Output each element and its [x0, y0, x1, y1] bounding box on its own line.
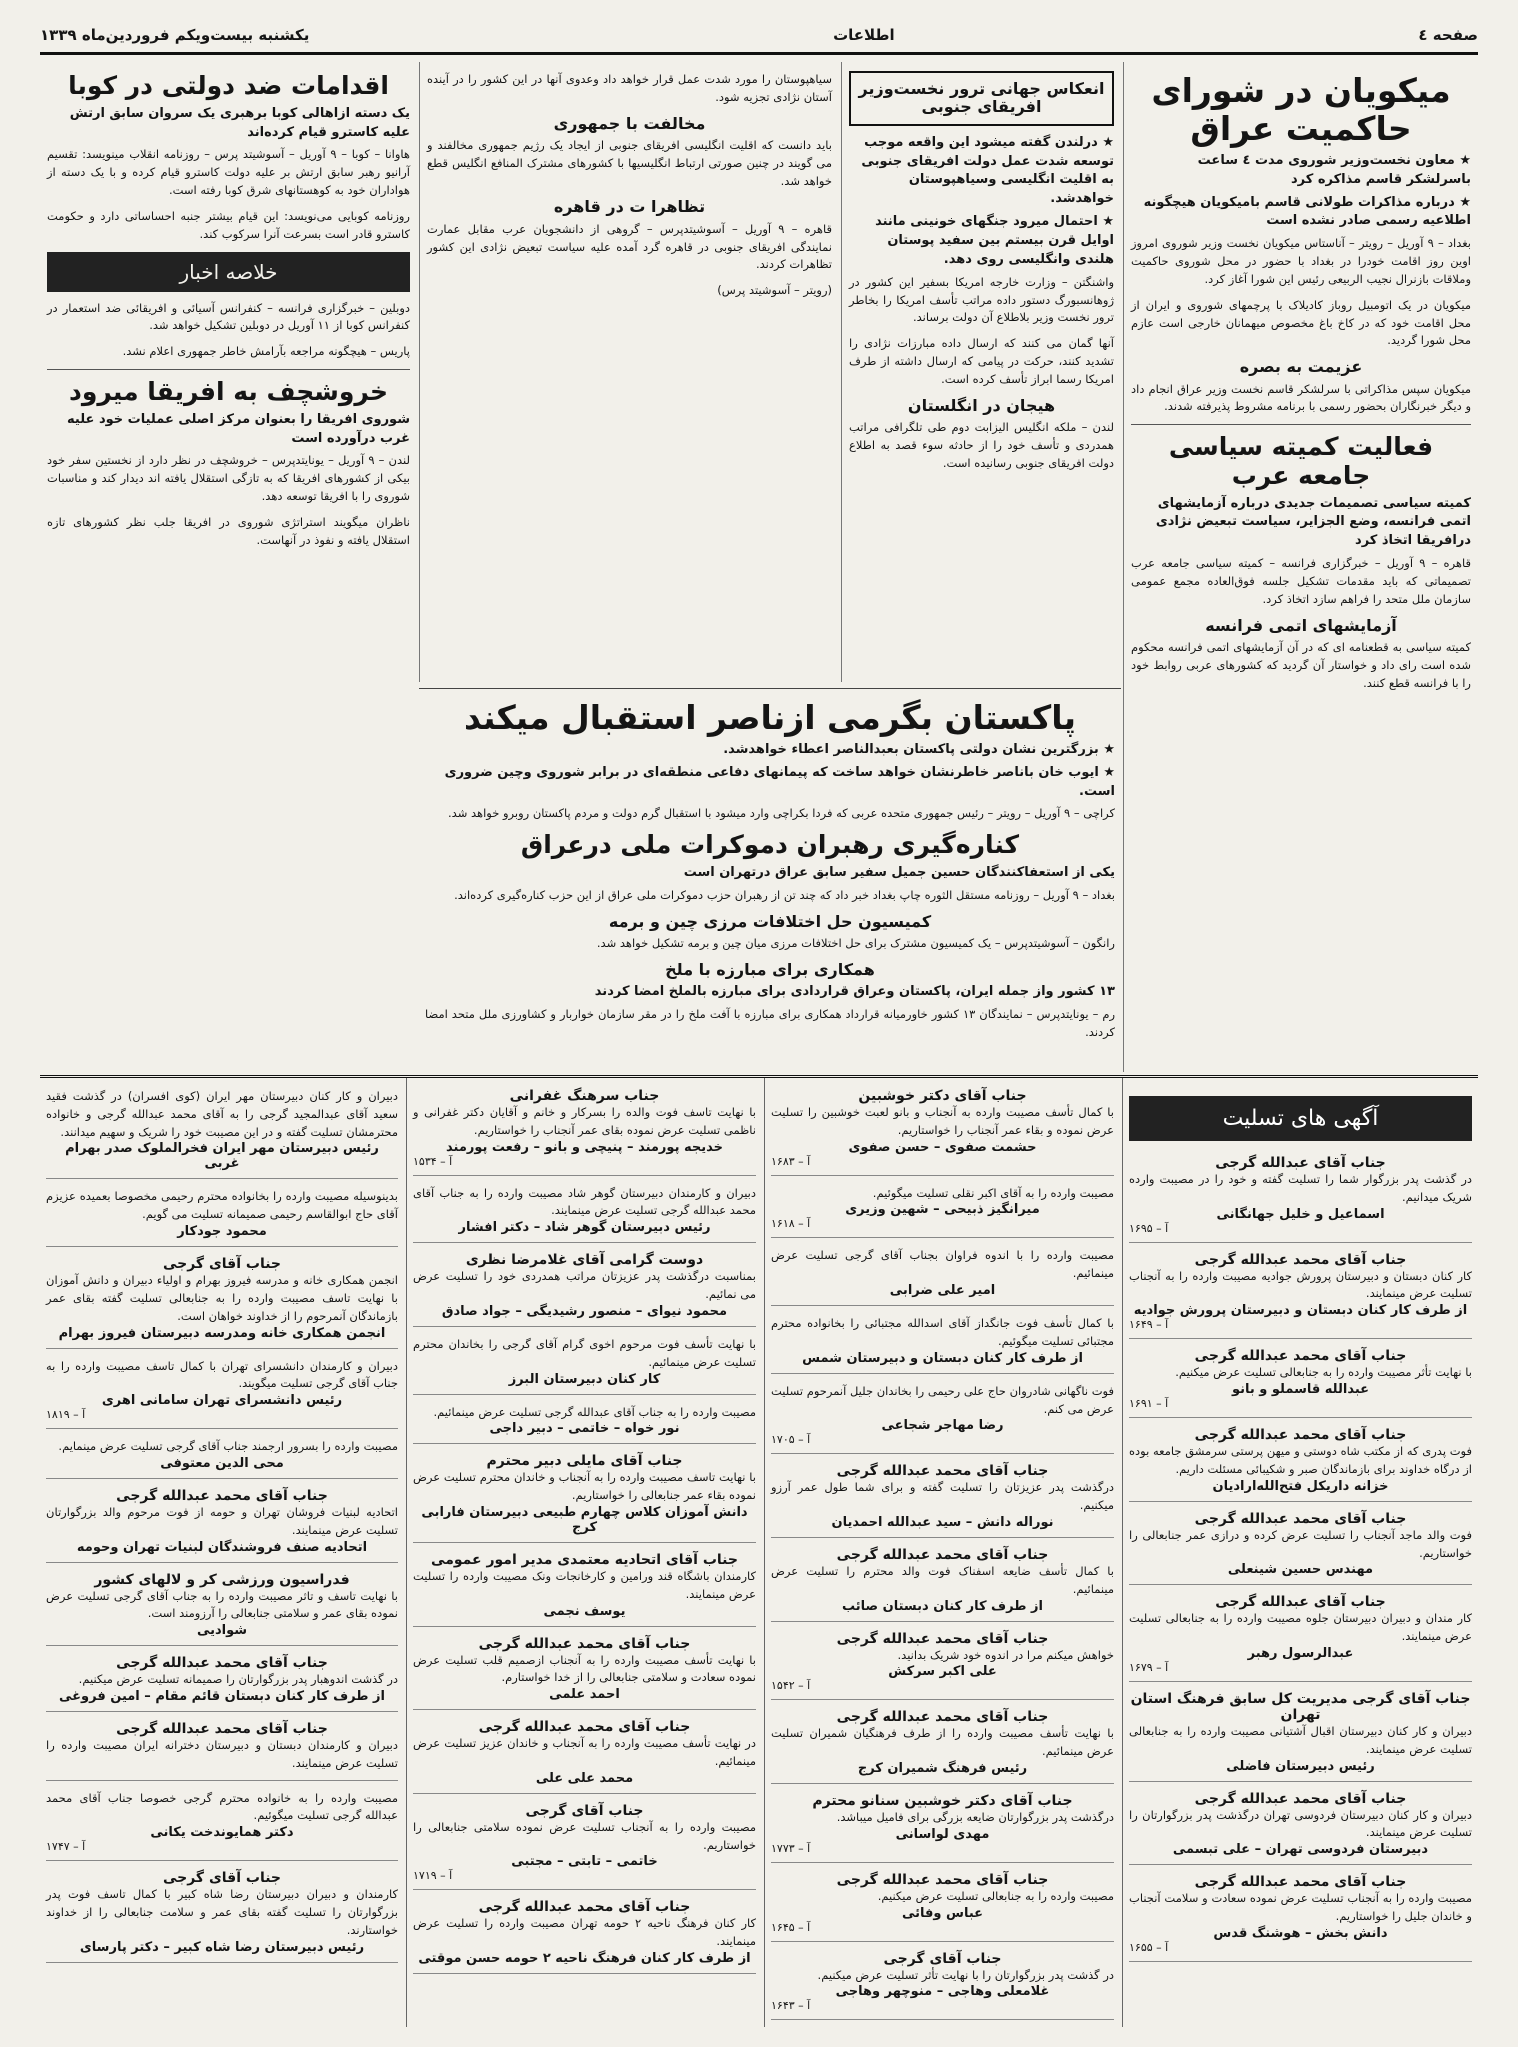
news-summary-banner: خلاصه اخبار	[47, 252, 410, 292]
notice-signature: دبیرستان فردوسی تهران – علی تبسمی	[1172, 1842, 1429, 1858]
boxed-headline	[849, 71, 1114, 126]
notice-signature: رئیس فرهنگ شمیران کرج	[857, 1761, 1028, 1776]
notice-body: با کمال تأسف فوت جانگداز آقای اسدالله مجتبائی را بخانواده محترم مجتبائی تسلیت میگوئیم.	[771, 1316, 1114, 1348]
notice-title: جناب آقای دکتر خوشبین	[858, 1088, 1027, 1104]
middle-news-block	[419, 688, 1121, 1072]
column-south-africa	[841, 62, 1121, 682]
notice-signature: محی الدین معتوفی	[160, 1455, 284, 1471]
notice-body: در گذشت اندوهبار پدر بزرگوارتان را صمیمانه تسلیت عرض میکنیم.	[78, 1672, 398, 1687]
notice-code: آ – ۱۶۹۱	[1129, 1397, 1169, 1411]
notice-code: آ – ۱۶۴۵	[771, 1920, 811, 1934]
condolence-notice	[46, 1252, 398, 1348]
notice-body: فوت والد ماجد آنجناب را تسلیت عرض کرده و درازی عمر جنابعالی را خواستاریم.	[1129, 1527, 1472, 1560]
notice-signature: عبدالله قاسملو و بانو	[1231, 1382, 1370, 1398]
notice-body: مصیبت وارده را به آنجناب تسلیت عرض نموده سعادت و سلامت آنجناب و خاندان جلیل را خواستاریم.	[1129, 1891, 1472, 1923]
notice-body: اتحادیه لبنیات فروشان تهران و حومه از فوت مرحوم والد بزرگوارتان تسلیت عرض مینمایند.	[46, 1504, 398, 1537]
notice-signature: محمود جودکار	[177, 1224, 267, 1240]
headline-pakistan: پاکستان بگرمی ازناصر استقبال میکند	[463, 698, 1077, 737]
issue-date: یکشنبه بیست‌ویکم فروردین‌ماه ۱۳۳۹	[40, 26, 310, 44]
condolence-notice	[771, 1705, 1114, 1784]
notice-title: جناب آقای مایلی دبیر محترم	[486, 1453, 683, 1470]
section-heading: عزیمت به بصره	[1239, 357, 1363, 377]
condolence-notice	[413, 1084, 756, 1176]
condolence-notice	[1129, 1423, 1472, 1502]
newspaper-name: اطلاعات	[833, 26, 895, 44]
condolence-notice	[46, 1717, 398, 1781]
notice-body: با نهایت تاسف فوت والده را بسرکار و خانم و آقایان دکتر غفرانی و ناظمی تسلیت عرض نموده بقای عمر آنجناب را خواستاریم.	[413, 1105, 756, 1137]
notice-title: جناب آقای محمد عبدالله گرجی	[1194, 1427, 1407, 1444]
notice-body: کار کنان فرهنگ ناحیه ۲ حومه تهران مصیبت وارده را تسلیت عرض مینمایند.	[413, 1916, 757, 1949]
notice-signature: رئیس دبیرستان فاضلی	[1226, 1758, 1375, 1774]
article-text: واشنگتن – وزارت خارجه امریکا بسفیر این کشور در ژوهانسبورگ دستور داده مراتب تأسف امریکا را بخاطر ترور نخست وزیر بلاطلاع آن دولت برساند.	[849, 274, 1114, 325]
notice-signature: از طرف کار کنان دبستان و دبیرستان شمس	[802, 1350, 1083, 1366]
notice-title: جناب آقای گرجی	[525, 1802, 644, 1819]
subhead: ★ بزرگترین نشان دولتی پاکستان بعبدالناصر اعطاء خواهدشد.	[723, 741, 1115, 757]
headline-iraq-democrats: کناره‌گیری رهبران دموکرات ملی درعراق	[520, 830, 1020, 860]
notice-code: آ – ۱۶۴۳	[771, 1999, 811, 2013]
notice-title: جناب سرهنگ غفرانی	[509, 1088, 660, 1104]
notice-code: آ – ۱۵۳۴	[413, 1154, 453, 1168]
condolence-notice	[771, 1311, 1114, 1374]
notice-title: جناب آقای محمد عبدالله گرجی	[1194, 1790, 1407, 1807]
notice-title: جناب آقای عبدالله گرجی	[1215, 1594, 1386, 1611]
condolence-notice	[46, 1866, 398, 1962]
notice-title: جناب آقای محمد عبدالله گرجی	[478, 1719, 691, 1736]
notice-body: مصیبت وارده را بسرور ارجمند جناب آقای گرجی تسلیت عرض مینمایم.	[58, 1439, 398, 1454]
condolence-notice	[46, 1354, 398, 1430]
article-text: سیاهپوستان را مورد شدت عمل قرار خواهد داد وعدوی آنها در این کشور را در آینده آستان نژادی تجزیه شود.	[427, 72, 832, 104]
notice-signature: امیر علی ضرابی	[889, 1283, 996, 1299]
notice-code: آ – ۱۸۱۹	[46, 1408, 86, 1422]
notice-body: کار مندان و دبیران دبیرستان جلوه مصیبت وارده را به جنابعالی تسلیت عرض مینمایند.	[1129, 1611, 1472, 1644]
subhead: کمیته سیاسی تصمیمات جدیدی درباره آزمایشهای اتمی فرانسه، وضع الجزایر، سیاست تبعیض نژادی درافریقا اتخاذ کرد	[1155, 495, 1471, 549]
notice-signature: حشمت صفوی – حسن صفوی	[848, 1139, 1037, 1155]
notice-code: آ – ۱۷۴۷	[46, 1840, 86, 1854]
subhead: ★ درباره مذاکرات طولانی قاسم بامیکویان هیچگونه اطلاعیه رسمی صادر نشده است	[1143, 194, 1471, 229]
condolence-notice	[413, 1632, 756, 1711]
notice-signature: خزانه داریکل فتح‌الله‌ارادیان	[1212, 1478, 1389, 1494]
subhead: ★ معاون نخست‌وزیر شوروی مدت ٤ ساعت باسرلشکر قاسم مذاکره کرد	[1197, 152, 1471, 187]
notice-signature: علی اکبر سرکش	[888, 1664, 997, 1680]
notice-title: جناب آقای گرجی	[162, 1870, 282, 1887]
notice-signature: شوادیی	[196, 1623, 248, 1639]
notice-signature: از طرف کار کنان دبستان قائم مقام – امین فروغی	[59, 1689, 385, 1704]
notice-signature: رئیس دبیرستان رضا شاه کبیر – دکتر پارسای	[79, 1939, 365, 1955]
headline-mikoyan: میکویان در شورای حاکمیت عراق	[1151, 71, 1451, 148]
notice-signature: اتحادیه صنف فروشندگان لبنیات تهران وحومه	[76, 1539, 368, 1555]
subhead: شوروی افریقا را بعنوان مرکز اصلی عملیات خود علیه غرب درآورده است	[67, 411, 410, 446]
page-number: صفحه ٤	[1418, 26, 1478, 44]
column-mikoyan-iraq	[1123, 62, 1478, 1072]
condolence-notice	[413, 1715, 756, 1794]
condolence-notice	[1129, 1787, 1472, 1866]
condolence-notice	[46, 1434, 398, 1479]
subhead: ★ احتمال میرود جنگهای خونینی مانند اوایل قرن بیستم بین سفید پوستان هلندی وانگلیسی روی دهد.	[875, 214, 1114, 267]
notice-code: آ – ۱۶۵۵	[1129, 1940, 1169, 1954]
subhead: یک دسته ازاهالی کوبا برهبری یک سروان سابق ارتش علیه کاسترو قیام کرده‌اند	[69, 105, 410, 140]
notice-body: دبیران و کار کنان دبیرستان مهر ایران (کوی افسران) در گذشت فقید سعید آقای عبدالمجید گرجی را به آقای محمد عبدالله گرجی و خانواده محترمشان تسلیت گفته و در این مصیبت خود را شریک و سهیم میدانند.	[46, 1089, 398, 1139]
notice-body: دبیران و کارمندان دبیرستان گوهر شاد مصیبت وارده را به جناب آقای محمد عبدالله گرجی تسلیت عرض مینمایند.	[413, 1185, 756, 1218]
notice-signature: از طرف کار کنان دبستان و دبیرستان پرورش جوادیه	[1133, 1303, 1468, 1319]
notice-title: جناب آقای گرجی	[883, 1950, 1002, 1967]
column-cuba-khrushchev	[40, 62, 417, 1072]
condolence-column	[764, 1078, 1120, 2027]
article-text: میکویان سپس مذاکراتی با سرلشکر قاسم نخست وزیر عراق انجام داد و دیگر خبرنگاران بحضور رسمی با برنامه مشروط پذیرفته شدند.	[1131, 381, 1471, 414]
article-text: رم – یونایتدپرس – نمایندگان ۱۳ کشور خاورمیانه قرارداد همکاری برای مبارزه با آفت ملخ را در مقر سازمان خواربار و کشاورزی ملل متحد امضا کردند.	[425, 1007, 1116, 1039]
condolence-notice	[771, 1947, 1114, 2021]
condolence-notice	[771, 1459, 1114, 1538]
condolence-notice	[46, 1484, 398, 1563]
condolence-notice	[413, 1181, 756, 1244]
condolence-notice	[1129, 1687, 1472, 1782]
notice-body: با نهایت تأسف مصیبت وارده را از طرف فرهنگیان شمیران تسلیت عرض مینمائیم.	[771, 1726, 1114, 1759]
headline-arab-league: فعالیت کمیته سیاسی جامعه عرب	[1168, 432, 1434, 490]
notice-signature: نوراله دانش – سید عبدالله احمدیان	[831, 1514, 1054, 1530]
notice-code: آ – ۱۶۱۸	[771, 1217, 811, 1231]
article-text: کراچی – ۹ آوریل – رویتر – رئیس جمهوری متحده عربی که فردا بکراچی وارد میشود با استقبال گرم دولت و مردم پاکستان روبرو خواهد شد.	[448, 806, 1115, 821]
condolence-notice	[1129, 1344, 1472, 1418]
notice-signature: محمود نیوای – منصور رشیدیگی – جواد صادق	[441, 1303, 728, 1319]
notice-title: جناب آقای عبدالله گرجی	[1215, 1155, 1386, 1171]
notice-body: درگذشت پدر عزیزتان را تسلیت گفته و برای شما طول عمر آرزو میکنیم.	[771, 1480, 1114, 1513]
condolence-notice	[771, 1789, 1114, 1863]
headline-khrushchev: خروشچف به افریقا میرود	[68, 376, 388, 406]
condolence-notice	[46, 1084, 398, 1179]
notice-body: مصیبت وارده را به جنابعالی تسلیت عرض میکنیم.	[877, 1888, 1114, 1903]
notice-title: جناب آقای محمد عبدالله گرجی	[478, 1899, 691, 1916]
notice-body: انجمن همکاری خانه و مدرسه فیروز بهرام و اولیاء دبیران و دانش آموزان با نهایت تاسف مصیبت وارده را به جنابعالی تسلیت گفته بقای عمر بازماندگان آنمرحوم را از خداوند خواهان است.	[46, 1273, 398, 1323]
notice-signature: اسماعیل و خلیل جهانگانی	[1216, 1206, 1385, 1222]
notice-body: مصیبت وارده را با اندوه فراوان بجناب آقای گرجی تسلیت عرض مینمائیم.	[771, 1248, 1114, 1281]
notice-code: آ – ۱۷۰۵	[771, 1433, 811, 1447]
notice-signature: عباس وفائی	[901, 1905, 984, 1921]
notice-body: با نهایت تأثر مصیبت وارده را به جنابعالی تسلیت عرض میکنیم.	[1175, 1365, 1472, 1380]
condolence-notice	[46, 1786, 398, 1862]
notice-body: با نهایت تاسف و تاثر مصیبت وارده را به جناب آقای گرجی تسلیت عرض نموده بقای عمر و سلامتی جنابعالی را آرزومند است.	[46, 1588, 398, 1621]
condolence-ads-section	[40, 1075, 1478, 2027]
notice-body: مصیبت وارده را به آقای اکبر نقلی تسلیت میگوئیم.	[872, 1185, 1114, 1200]
notice-body: در گذشت پدر بزرگوارتان را با نهایت تأثر تسلیت عرض میکنیم.	[817, 1967, 1114, 1982]
notice-title: جناب آقای محمد عبدالله گرجی	[836, 1546, 1049, 1563]
condolence-notice	[1129, 1248, 1472, 1340]
condolence-notice	[771, 1627, 1114, 1701]
section-heading: هیجان در انگلستان	[907, 395, 1056, 415]
notice-body: فوت پدری که از مکتب شاه دوستی و میهن پرستی سرمشق جامعه بوده از درگاه خداوند برای بازماندگان صبر و شکیبائی مسئلت داریم.	[1129, 1444, 1472, 1476]
notice-signature: احمد علمی	[549, 1687, 620, 1703]
notice-title: جناب آقای محمد عبدالله گرجی	[836, 1709, 1049, 1726]
notice-signature: کار کنان دبیرستان البرز	[508, 1371, 661, 1387]
notice-code: آ – ۱۶۴۹	[1129, 1318, 1169, 1332]
news-agency-credit: (رویتر – آسوشیتد پرس)	[717, 283, 832, 298]
divider	[1131, 424, 1471, 425]
notice-body: با کمال تأسف مصیبت وارده به آنجناب و بانو لعبت خوشبین را تسلیت عرض نموده و بقاء عمر آنجناب را خواستاریم.	[771, 1105, 1114, 1137]
condolence-column	[40, 1078, 404, 2027]
condolence-notice	[1129, 1507, 1472, 1586]
notice-body: بدینوسیله مصیبت وارده را بخانواده محترم رحیمی مخصوصا بعمیده عزیزم آقای حاج ابوالقاسم رحیمی صمیمانه تسلیت می گویم.	[46, 1189, 398, 1222]
article-text: قاهره – ۹ آوریل – آسوشیتدپرس – گروهی از دانشجویان عرب مقابل عمارت نمایندگی افریقای جنوبی در قاهره گرد آمده علیه سیاست تبعیض نژادی این کشور تظاهرات کردند.	[427, 221, 832, 272]
condolence-notice	[413, 1449, 756, 1543]
notice-code: آ – ۱۷۱۹	[413, 1869, 453, 1883]
notice-body: در نهایت تأسف مصیبت وارده را به آنجناب و خاندان عزیز تسلیت عرض مینمائیم.	[413, 1736, 756, 1768]
condolence-notice	[771, 1868, 1114, 1942]
condolence-notice	[771, 1181, 1114, 1239]
article-text: دوبلین – خبرگزاری فرانسه – کنفرانس آسیائی و افریقائی ضد استعمار در کنفرانس کوبا از ۱۱ آوریل در دوبلین تشکیل خواهد شد.	[47, 300, 410, 333]
divider	[47, 369, 410, 370]
notice-signature: انجمن همکاری خانه ومدرسه دبیرستان فیروز بهرام	[58, 1325, 386, 1341]
notice-signature: عبدالرسول رهبر	[1247, 1645, 1354, 1661]
condolence-notice	[771, 1543, 1114, 1622]
article-text: کمیته سیاسی به قطعنامه ای که در آن آزمایشهای اتمی فرانسه محکوم شده است رای داد و خواستار آن گردید که کشورهای عربی روابط خود را با فرانسه قطع کنند.	[1131, 640, 1471, 690]
notice-title: جناب آقای محمد عبدالله گرجی	[836, 1871, 1049, 1888]
notice-body: کارمندان باشگاه قند ورامین و کارخانجات ونک مصیبت وارده را تسلیت عرض مینمایند.	[413, 1568, 756, 1601]
article-text: ناظران میگویند استراتژی شوروی در افریقا جلب نظر کشورهای تازه استقلال یافته و نفوذ در آنهاست.	[47, 514, 410, 547]
condolence-notice	[771, 1243, 1114, 1306]
article-text: بغداد – ۹ آوریل – روزنامه مستقل الثوره چاپ بغداد خبر داد که چند تن از رهبران حزب دموکرات ملی عراق از این حزب کناره‌گیری کرده‌اند.	[454, 887, 1115, 902]
condolence-notice	[1129, 1870, 1472, 1962]
section-heading: مخالفت با جمهوری	[553, 113, 706, 133]
notice-title: جناب آقای گرجی	[162, 1256, 282, 1273]
notice-signature: نور خواه – خاتمی – دبیر داجی	[489, 1421, 680, 1437]
subhead: یکی از استعفاکنندگان حسین جمیل سفیر سابق عراق درتهران است	[683, 865, 1115, 881]
notice-signature: غلامعلی وهاجی – منوچهر وهاجی	[835, 1984, 1050, 2000]
article-text: هاوانا – کوبا – ۹ آوریل – آسوشیتد پرس – روزنامه انقلاب مینویسد: تقسیم آرانیو رهبر سابق ارتش بر علیه دولت کاسترو قیام کرده و با یک دسته از هواداران خود به کوهستانهای شرق کوبا رفته است.	[47, 147, 410, 198]
notice-title: جناب آقای محمد عبدالله گرجی	[1194, 1348, 1407, 1365]
notice-signature: میرانگیز ذبیحی – شهین وزیری	[845, 1202, 1040, 1218]
notice-body: با نهایت تأسف مصیبت وارده را به آنجناب ازصمیم قلب تسلیت عرض نموده سعادت و سلامتی جنابعالی را از خدا خواستارم.	[413, 1652, 756, 1685]
notice-title: جناب آقای دکتر خوشبین سنانو محترم	[812, 1793, 1073, 1809]
article-text: میکویان در یک اتومبیل روباز کادیلاک با پرچمهای شوروی و ایران از محل اقامت خود که در کاخ باغ مخصوص میهمانان خارجی است عازم محل شورا گردید.	[1131, 297, 1471, 348]
subhead: ★ درلندن گفته میشود این واقعه موجب توسعه شدت عمل دولت افریقای جنوبی به اقلیت انگلیسی وسیاهپوستان خواهدشد.	[861, 134, 1114, 207]
condolence-notice	[46, 1568, 398, 1647]
condolence-notice	[413, 1799, 756, 1891]
notice-title: جناب آقای محمد عبدالله گرجی	[836, 1630, 1049, 1647]
subhead: ★ ایوب خان باناصر خاطرنشان خواهد ساخت که پیمانهای دفاعی منطقه‌ای در برابر شوروی وچین ضروری است.	[444, 764, 1115, 799]
condolence-notice	[413, 1332, 756, 1395]
notice-signature: مهدی لواسانی	[895, 1826, 990, 1842]
notice-body: مصیبت وارده را به خانواده محترم گرجی خصوصا جناب آقای محمد عبدالله گرجی تسلیت میگوئیم.	[46, 1790, 398, 1823]
notice-title: جناب آقای محمد عبدالله گرجی	[836, 1463, 1049, 1480]
notice-body: کارمندان و دبیران دبیرستان رضا شاه کبیر با کمال تاسف فوت پدر بزرگوارتان را تسلیت گفته بقای عمر و سلامت جنابعالی را از خداوند خواستارند.	[46, 1887, 398, 1937]
notice-body: دبیران و کارمندان دبستان و دبیرستان دخترانه ایران مصیبت وارده را تسلیت عرض مینمایند.	[46, 1738, 398, 1770]
notice-title: فدراسیون ورزشی کر و لالهای کشور	[94, 1571, 350, 1588]
article-text: لندن – ملکه انگلیس الیزابت دوم طی تلگرافی مراتب همدردی و تأسف خود را از حادثه سوء قصد به اطلاع دولت افریقای جنوبی رسانیده است.	[849, 419, 1114, 470]
notice-body: مصیبت وارده را به آنجناب تسلیت عرض نموده سلامتی جنابعالی را خواستاریم.	[413, 1819, 756, 1852]
headline-locust-cooperation: همکاری برای مبارزه با ملخ	[665, 959, 875, 979]
condolence-column	[406, 1078, 762, 2027]
notice-title: جناب آقای محمد عبدالله گرجی	[116, 1487, 328, 1504]
notice-body: مصیبت وارده را به جناب آقای عبدالله گرجی تسلیت عرض مینمائیم.	[433, 1404, 756, 1419]
notice-title: جناب آقای محمد عبدالله گرجی	[1194, 1510, 1407, 1527]
notice-code: آ – ۱۷۷۳	[771, 1841, 811, 1855]
notice-title: جناب آقای محمد عبدالله گرجی	[1194, 1251, 1407, 1268]
article-text: بغداد – ۹ آوریل – رویتر – آناستاس میکویان نخست وزیر شوروی امروز اوین روز اقامت خودرا در بغداد با حضور در محل شوروی حاکمیت وملاقات بازنرال نجیب الربیعی رئیس این شورا آغاز کرد.	[1131, 236, 1471, 286]
notice-code: آ – ۱۶۹۵	[1129, 1221, 1169, 1235]
notice-title: جناب آقای محمد عبدالله گرجی	[1194, 1874, 1407, 1891]
notice-title: جناب آقای گرجی مدیریت کل سابق فرهنگ استان تهران	[1130, 1690, 1471, 1723]
notice-title: دوست گرامی آقای غلامرضا نظری	[465, 1252, 704, 1269]
notice-body: فوت ناگهانی شادروان حاج علی رحیمی را بخاندان جلیل آنمرحوم تسلیت عرض می کنم.	[771, 1383, 1114, 1416]
notice-signature: دانش بخش – هوشنگ قدس	[1213, 1925, 1388, 1941]
notice-code: آ – ۱۶۸۳	[771, 1154, 811, 1168]
condolence-notice	[1129, 1151, 1472, 1243]
notice-title: جناب آقای محمد عبدالله گرجی	[478, 1635, 691, 1652]
article-text: لندن – ۹ آوریل – یونایتدپرس – خروشچف در نظر دارد از نخستین سفر خود بیکی از کشورهای افریقا که به تازگی استقلال یافته اند دیدار کند و مناسبات شوروی را با افریقا توسعه دهد.	[47, 453, 410, 503]
notice-signature: خدیجه پورمند – پنیچی و بانو – رفعت پورمند	[446, 1139, 723, 1155]
section-heading: تظاهرا ت در قاهره	[553, 197, 706, 217]
notice-body: دبیران و کارمندان دانشسرای تهران با کمال تاسف مصیبت وارده را به جناب آقای گرجی تسلیت میگویند.	[46, 1358, 398, 1391]
condolence-column	[1122, 1078, 1478, 2027]
notice-signature: محمد علی علی	[535, 1770, 634, 1786]
notice-body: کار کنان دبستان و دبیرستان پرورش جوادیه مصیبت وارده را به آنجناب تسلیت عرض مینمایند.	[1129, 1268, 1472, 1301]
section-heading: آزمایشهای اتمی فرانسه	[1205, 615, 1397, 635]
subhead: ۱۳ کشور واز جمله ایران، پاکستان وعراق قراردادی برای مبارزه بالملخ امضا کردند	[594, 984, 1115, 1000]
notice-signature: رئیس دانشسرای تهران سامانی اهری	[101, 1393, 343, 1409]
notice-title: جناب آقای اتحادیه معتمدی مدیر امور عمومی	[431, 1551, 738, 1568]
notice-body: درگذشت پدر بزرگوارتان ضایعه بزرگی برای فامیل میباشد.	[836, 1810, 1114, 1824]
article-text: آنها گمان می کنند که ارسال داده مبارزات نژادی را تشدید کنند، حرکت در پیامی که ارسال داشته از طرف امریکا رسما ابراز تأسف کرده است.	[849, 336, 1114, 386]
masthead	[40, 18, 1478, 55]
article-text: رانگون – آسوشیتدپرس – یک کمیسیون مشترک برای حل اختلافات مرزی میان چین و برمه تشکیل خواهد شد.	[596, 936, 1115, 951]
notice-body: با نهایت تأسف فوت مرحوم اخوی گرام آقای گرجی را بخاندان محترم تسلیت عرض مینمائیم.	[413, 1336, 756, 1369]
condolence-ads-banner: آگهی های تسلیت	[1129, 1096, 1472, 1141]
notice-body: دبیران و کار کنان دبیرستان فردوسی تهران درگذشت پدر بزرگوارتان را تسلیت عرض مینمایند.	[1129, 1807, 1472, 1840]
notice-signature: خاتمی – تابتی – مجتبی	[511, 1854, 658, 1870]
condolence-notice	[46, 1651, 398, 1712]
condolence-notice	[771, 1084, 1114, 1176]
headline-china-burma: کمیسیون حل اختلافات مرزی چین و برمه	[608, 911, 932, 931]
article-text: روزنامه کوبایی می‌نویسد: این قیام بیشتر جنبه احساساتی دارد و حکومت کاسترو قادر است بسرعت آنرا سرکوب کند.	[47, 208, 410, 241]
notice-body: دبیران و کار کنان دبیرستان اقبال آشتیانی مصیبت وارده را به جنابعالی تسلیت عرض مینمایند.	[1129, 1723, 1472, 1756]
notice-signature: از طرف کار کنان دبستان صائب	[842, 1598, 1043, 1614]
column-south-africa-continued	[419, 62, 839, 682]
condolence-notice	[413, 1548, 756, 1627]
notice-signature: رئیس دبیرستان گوهر شاد – دکتر افشار	[458, 1220, 711, 1236]
condolence-notice	[413, 1400, 756, 1445]
notice-signature: دانش آموزان کلاس چهارم طبیعی دبیرستان فارابی کرج	[421, 1504, 748, 1535]
condolence-notice	[413, 1248, 756, 1327]
condolence-notice	[46, 1184, 398, 1247]
notice-body: با کمال تأسف ضایعه اسفناک فوت والد محترم را تسلیت عرض مینمائیم.	[771, 1563, 1114, 1596]
article-text: قاهره – ۹ آوریل – خبرگزاری فرانسه – کمیته سیاسی جامعه عرب تصمیماتی که باید مقدمات تشکیل جلسه فوق‌العاده مجمع عمومی سازمان ملل متحد را فراهم سازد اتخاذ کرد.	[1131, 556, 1471, 606]
notice-signature: دکتر همایوندخت یکانی	[150, 1825, 294, 1841]
notice-body: بمناسبت درگذشت پدر عزیزتان مراتب همدردی خود را تسلیت عرض می نمائیم.	[413, 1269, 756, 1302]
notice-signature: یوسف نجمی	[543, 1603, 626, 1619]
notice-signature: رضا مهاجر شجاعی	[881, 1418, 1004, 1434]
notice-signature: مهندس حسین شینعلی	[1227, 1562, 1374, 1578]
article-text: باید دانست که اقلیت انگلیسی افریقای جنوبی از ایجاد یک رژیم جمهوری مخالفند و می گویند در چنین صورتی ارتباط انگلیسیها با کشورهای مشترک المنافع انگلیس قطع خواهد شد.	[427, 138, 832, 188]
notice-code: آ – ۱۵۴۲	[771, 1679, 811, 1693]
headline-south-africa: انعکاس جهانی ترور نخست‌وزیر افریقای جنوبی	[858, 79, 1105, 117]
condolence-notice	[1129, 1590, 1472, 1682]
condolence-notice	[771, 1379, 1114, 1455]
headline-cuba: اقدامات ضد دولتی در کوبا	[68, 71, 389, 100]
notice-title: جناب آقای محمد عبدالله گرجی	[116, 1655, 328, 1672]
notice-body: خواهش میکنم مرا در اندوه خود شریک بدانید.	[897, 1647, 1114, 1662]
condolence-notice	[413, 1895, 756, 1974]
notice-title: جناب آقای محمد عبدالله گرجی	[116, 1721, 328, 1737]
notice-body: با نهایت تاسف مصیبت وارده را به آنجناب و خاندان محترم تسلیت عرض نموده بقاء عمر جنابعالی را خواستاریم.	[413, 1470, 756, 1503]
notice-code: آ – ۱۶۷۹	[1129, 1660, 1169, 1674]
notice-signature: رئیس دبیرستان مهر ایران فخرالملوک صدر بهرام غربی	[65, 1141, 379, 1172]
notice-signature: از طرف کار کنان فرهنگ ناحیه ۲ حومه حسن موقتی	[418, 1951, 751, 1967]
article-text: پاریس – هیچگونه مراجعه بآرامش خاطر جمهوری اعلام نشد.	[122, 344, 410, 359]
notice-body: در گذشت پدر بزرگوار شما را تسلیت گفته و خود را در مصیبت وارده شریک میدانیم.	[1129, 1172, 1472, 1204]
